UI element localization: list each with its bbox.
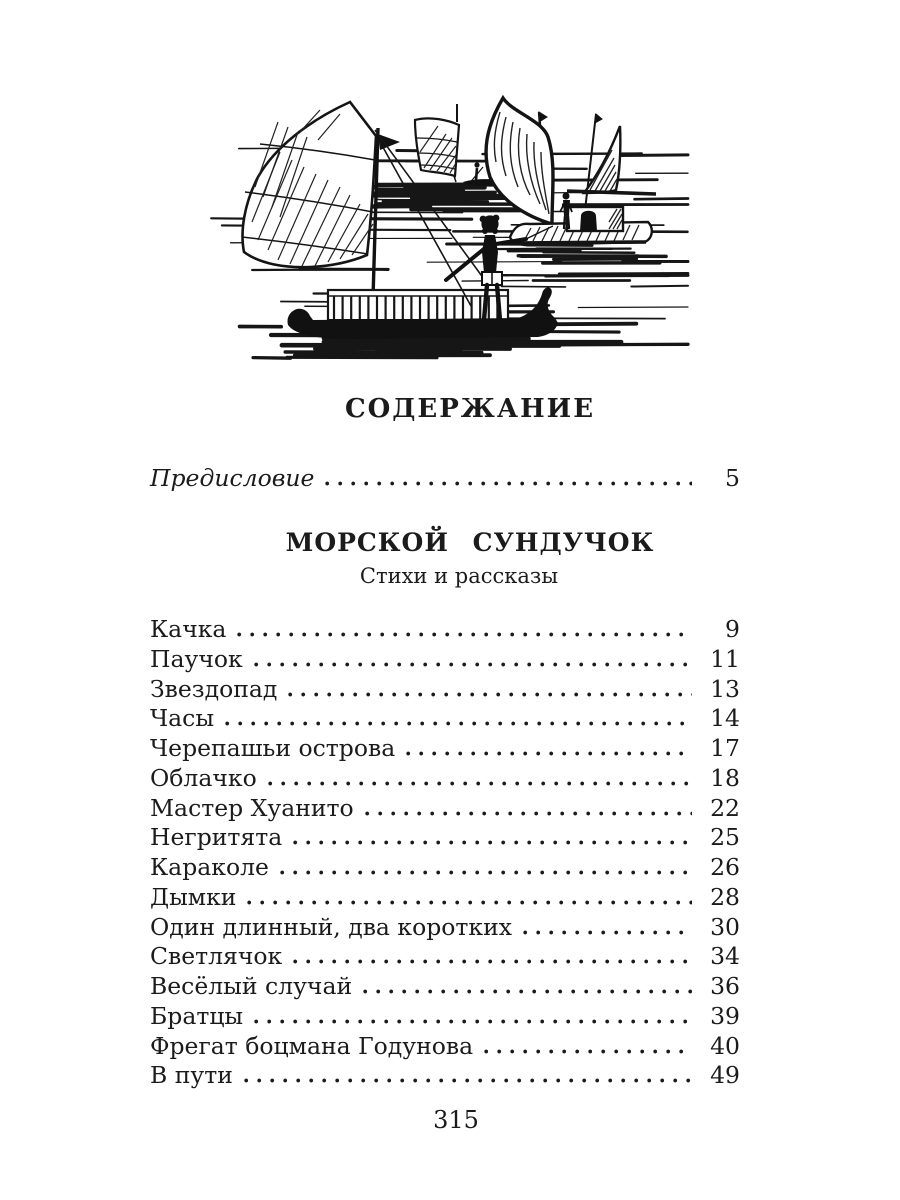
toc-entry-page-number: 25 xyxy=(710,823,740,852)
page-title: СОДЕРЖАНИЕ xyxy=(344,394,596,424)
preface-row xyxy=(150,462,740,494)
toc-entry-page-number: 9 xyxy=(725,615,740,643)
toc-entry xyxy=(150,913,740,943)
toc-entry-title: Караколе xyxy=(150,853,269,881)
toc-entry-page-number: 18 xyxy=(710,763,740,792)
toc-entry xyxy=(150,764,740,794)
toc-entry xyxy=(150,1061,740,1091)
dot-leader xyxy=(363,989,692,994)
dot-leader xyxy=(406,751,692,756)
toc-entry-title: Один длинный, два коротких xyxy=(150,912,513,941)
toc-entry-page-number: 17 xyxy=(710,734,740,762)
toc-entry xyxy=(150,734,740,764)
toc-entry xyxy=(150,1002,740,1032)
dot-leader xyxy=(244,1078,692,1083)
dot-leader xyxy=(484,1049,692,1054)
toc-entry-page-number: 30 xyxy=(710,912,740,941)
toc-entry xyxy=(150,883,740,913)
toc-entry-title: Звездопад xyxy=(150,674,278,703)
dot-leader xyxy=(225,721,692,726)
toc-entry xyxy=(150,645,740,675)
dot-leader xyxy=(293,959,692,964)
toc-entry-title: В пути xyxy=(150,1061,233,1090)
toc-entry-title: Облачко xyxy=(150,763,257,792)
toc-entry-title: Братцы xyxy=(150,1001,244,1030)
toc-entry-page-number: 22 xyxy=(710,793,740,822)
toc-entry-title: Светлячок xyxy=(150,942,283,971)
dot-leader xyxy=(325,481,692,486)
toc-entry xyxy=(150,853,740,883)
toc-entry-page-number: 36 xyxy=(710,972,740,1000)
toc-list xyxy=(150,615,740,1091)
left-sail xyxy=(242,102,376,267)
toc-entry-page-number: 26 xyxy=(710,853,740,881)
toc-entry-title: Негритята xyxy=(150,823,283,852)
toc-entry-title: Часы xyxy=(150,704,215,733)
sailboats-drawing xyxy=(200,92,692,374)
dot-leader xyxy=(254,662,692,667)
toc-entry-page-number: 39 xyxy=(710,1001,740,1030)
dot-leader xyxy=(237,632,692,637)
toc-entry xyxy=(150,704,740,734)
toc-entry-page-number: 14 xyxy=(710,704,740,733)
dot-leader xyxy=(365,811,692,816)
dot-leader xyxy=(280,870,692,875)
toc-entry xyxy=(150,1032,740,1062)
toc-entry-page-number: 28 xyxy=(710,882,740,911)
toc-entry-title: Мастер Хуанито xyxy=(150,793,354,822)
toc-entry-title: Паучок xyxy=(150,644,243,673)
toc-entry xyxy=(150,823,740,853)
section-title: МОРСКОЙ СУНДУЧОК xyxy=(285,528,655,557)
toc-entry-page-number: 11 xyxy=(710,644,740,673)
toc-entry xyxy=(150,942,740,972)
folio-page-number: 315 xyxy=(433,1106,479,1134)
toc-entry-title: Качка xyxy=(150,615,227,643)
dot-leader xyxy=(268,781,692,786)
dot-leader xyxy=(247,900,692,905)
toc-entry-title: Черепашьи острова xyxy=(150,734,396,762)
toc-entry-page-number: 34 xyxy=(710,942,740,971)
section-subtitle: Стихи и рассказы xyxy=(359,564,559,588)
toc-entry-title: Весёлый случай xyxy=(150,972,353,1000)
sailboats-illustration xyxy=(200,92,692,374)
right-boat xyxy=(486,98,656,245)
dot-leader xyxy=(523,930,692,935)
toc-entry xyxy=(150,615,740,645)
preface-title: Предисловие xyxy=(150,464,315,492)
toc-entry-page-number: 40 xyxy=(710,1031,740,1060)
dot-leader xyxy=(254,1019,692,1024)
dot-leader xyxy=(288,692,692,697)
toc-entry-title: Фрегат боцмана Годунова xyxy=(150,1031,474,1060)
dot-leader xyxy=(293,840,692,845)
toc-entry-title: Дымки xyxy=(150,882,237,911)
toc-entry xyxy=(150,675,740,705)
toc-entry-page-number: 49 xyxy=(710,1061,740,1090)
toc-entry-page-number: 13 xyxy=(710,674,740,703)
toc-entry xyxy=(150,972,740,1002)
toc-entry xyxy=(150,794,740,824)
preface-page-number: 5 xyxy=(725,464,740,492)
